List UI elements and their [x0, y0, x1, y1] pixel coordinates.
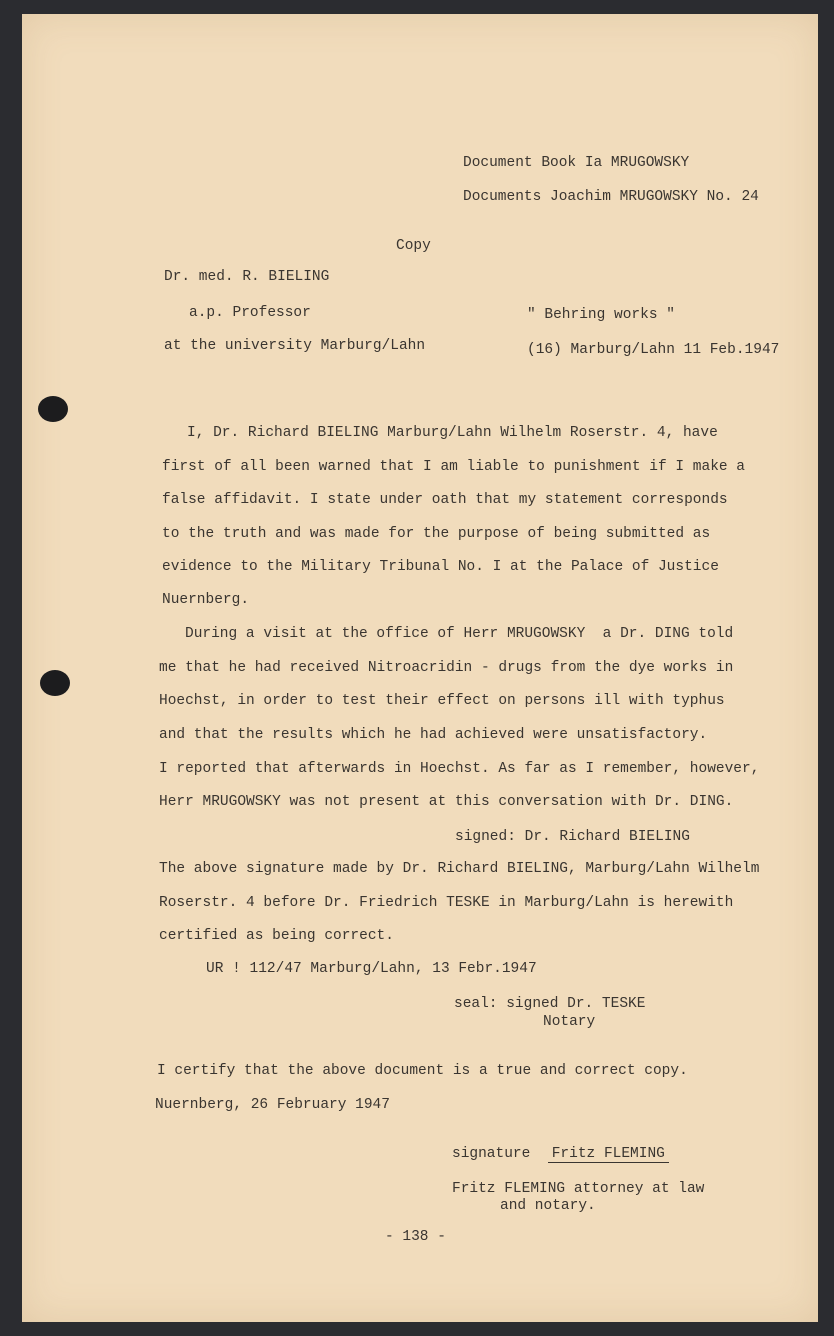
document-number-line: Documents Joachim MRUGOWSKY No. 24 — [463, 189, 759, 205]
copy-label: Copy — [396, 238, 431, 254]
text-line: first of all been warned that I am liable to punishment if I make a — [162, 459, 745, 475]
notary-label: Notary — [543, 1014, 596, 1030]
text-line: and that the results which he had achieved were unsatisfactory. — [159, 727, 708, 743]
text-line: During a visit at the office of Herr MRUGOWSKY a Dr. DING told — [185, 626, 734, 642]
certify-statement: I certify that the above document is a true and correct copy. — [157, 1063, 688, 1079]
text-line: evidence to the Military Tribunal No. I at the Palace of Justice — [162, 559, 719, 575]
text-line: Roserstr. 4 before Dr. Friedrich TESKE in Marburg/Lahn is herewith — [159, 895, 734, 911]
text-line: Nuernberg. — [162, 592, 250, 608]
sender-title: a.p. Professor — [189, 305, 311, 321]
behring-works: " Behring works " — [527, 307, 675, 323]
text-line: certified as being correct. — [159, 928, 394, 944]
signature-label: signature — [452, 1146, 531, 1162]
document-book-line: Document Book Ia MRUGOWSKY — [463, 155, 690, 171]
ur-line: UR ! 112/47 Marburg/Lahn, 13 Febr.1947 — [206, 961, 537, 977]
punch-hole — [40, 670, 70, 696]
text-line: to the truth and was made for the purpose of being submitted as — [162, 526, 711, 542]
certify-place-date: Nuernberg, 26 February 1947 — [155, 1097, 390, 1113]
signature-name: Fritz FLEMING — [548, 1146, 669, 1163]
page-number: - 138 - — [385, 1229, 446, 1245]
text-line: Herr MRUGOWSKY was not present at this conversation with Dr. DING. — [159, 794, 734, 810]
text-line: me that he had received Nitroacridin - drugs from the dye works in — [159, 660, 734, 676]
signed-line: signed: Dr. Richard BIELING — [455, 829, 690, 845]
text-line: I, Dr. Richard BIELING Marburg/Lahn Wilhelm Roserstr. 4, have — [187, 425, 718, 441]
seal-line: seal: signed Dr. TESKE — [454, 996, 646, 1012]
attorney-line-1: Fritz FLEMING attorney at law — [452, 1181, 705, 1197]
text-line: Hoechst, in order to test their effect on persons ill with typhus — [159, 693, 725, 709]
signature-line — [452, 1145, 669, 1163]
sender-name: Dr. med. R. BIELING — [164, 269, 330, 285]
text-line: I reported that afterwards in Hoechst. As far as I remember, however, — [159, 761, 760, 777]
punch-hole — [38, 396, 68, 422]
text-line: false affidavit. I state under oath that my statement corresponds — [162, 492, 728, 508]
sender-affiliation: at the university Marburg/Lahn — [164, 338, 426, 354]
attorney-line-2: and notary. — [500, 1198, 596, 1214]
place-date: (16) Marburg/Lahn 11 Feb.1947 — [527, 342, 780, 358]
text-line: The above signature made by Dr. Richard BIELING, Marburg/Lahn Wilhelm — [159, 861, 760, 877]
document-page — [22, 14, 818, 1322]
